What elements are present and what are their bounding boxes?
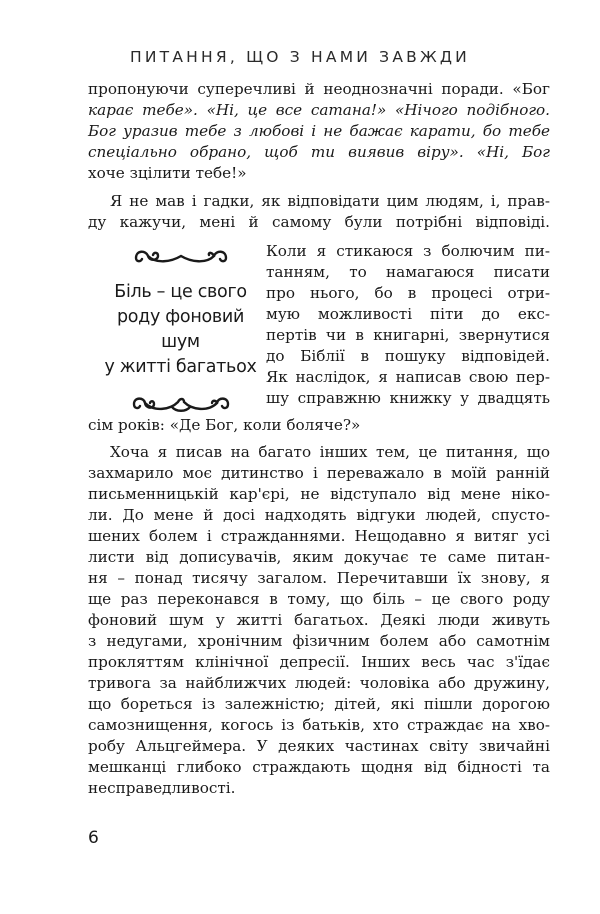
text-line: карає тебе». «Ні, це все сатана!» «Нічого подібного. bbox=[88, 101, 550, 119]
text-line: про нього, бо в процесі отри- bbox=[266, 284, 550, 302]
running-head: ПИТАННЯ, ЩО З НАМИ ЗАВЖДИ bbox=[130, 48, 470, 66]
text-line: ще раз переконався в тому, що біль – це свого роду bbox=[88, 590, 550, 608]
text-line: мую можливості піти до екс- bbox=[266, 305, 550, 323]
text-line: несправедливості. bbox=[88, 779, 236, 797]
text-line: листи від дописувачів, яким докучає те саме питан- bbox=[88, 548, 550, 566]
pull-quote-line: роду фоновий шум bbox=[116, 307, 245, 352]
text-line: Бог уразив тебе з любові і не бажає карати, бо тебе bbox=[88, 122, 550, 140]
text-line: прокляттям клінічної депресії. Інших весь час з'їдає bbox=[88, 653, 550, 671]
text-line: Хоча я писав на багато інших тем, це питання, що bbox=[110, 443, 550, 461]
text-line: ня – понад тисячу загалом. Перечитавши їх знову, я bbox=[88, 569, 550, 587]
text-line: з недугами, хронічним фізичним болем або самотнім bbox=[88, 632, 550, 650]
text-line: ли. До мене й досі надходять відгуки людей, спусто- bbox=[88, 506, 550, 524]
ornament-top-icon bbox=[126, 246, 236, 266]
text-line: ду кажучи, мені й самому були потрібні відповіді. bbox=[88, 213, 550, 231]
text-line: шених болем і стражданнями. Нещодавно я витяг усі bbox=[88, 527, 550, 545]
pull-quote-line: у житті багатьох bbox=[104, 357, 257, 377]
text-line: хоче зцілити тебе!» bbox=[88, 164, 247, 182]
text-line: танням, то намагаюся писати bbox=[266, 263, 550, 281]
text-line: до Біблії в пошуку відповідей. bbox=[266, 347, 550, 365]
text-line: письменницькій кар'єрі, не відступало від мене ніко- bbox=[88, 485, 550, 503]
text-line: пропонуючи суперечливі й неоднозначні поради. «Бог bbox=[88, 80, 550, 98]
text-line: що бореться із залежністю; дітей, які пішли дорогою bbox=[88, 695, 550, 713]
text-line: Коли я стикаюся з болючим пи- bbox=[266, 242, 550, 260]
text-line: Я не мав і гадки, як відповідати цим людям, і, прав- bbox=[110, 192, 550, 210]
text-line: пертів чи в книгарні, звернутися bbox=[266, 326, 550, 344]
text-line: захмарило моє дитинство і переважало в моїй ранній bbox=[88, 464, 550, 482]
text-line: шу справжню книжку у двадцять bbox=[266, 389, 550, 407]
page-number: 6 bbox=[88, 828, 99, 848]
text-line: мешканці глибоко страждають щодня від бідності та bbox=[88, 758, 550, 776]
text-line: сім років: «Де Бог, коли боляче?» bbox=[88, 416, 361, 434]
text-line: тривога за найближчих людей: чоловіка або дружину, bbox=[88, 674, 550, 692]
pull-quote bbox=[98, 246, 263, 406]
pull-quote-line: Біль – це свого bbox=[114, 282, 247, 302]
text-line: фоновий шум у житті багатьох. Деякі люди живуть bbox=[88, 611, 550, 629]
text-line: Як наслідок, я написав свою пер- bbox=[266, 368, 550, 386]
ornament-bottom-icon bbox=[126, 394, 236, 416]
text-line: робу Альцгеймера. У деяких частинах світу звичайні bbox=[88, 737, 550, 755]
text-line: спеціально обрано, щоб ти виявив віру». «Ні, Бог bbox=[88, 143, 550, 161]
text-line: самознищення, когось із батьків, хто страждає на хво- bbox=[88, 716, 550, 734]
